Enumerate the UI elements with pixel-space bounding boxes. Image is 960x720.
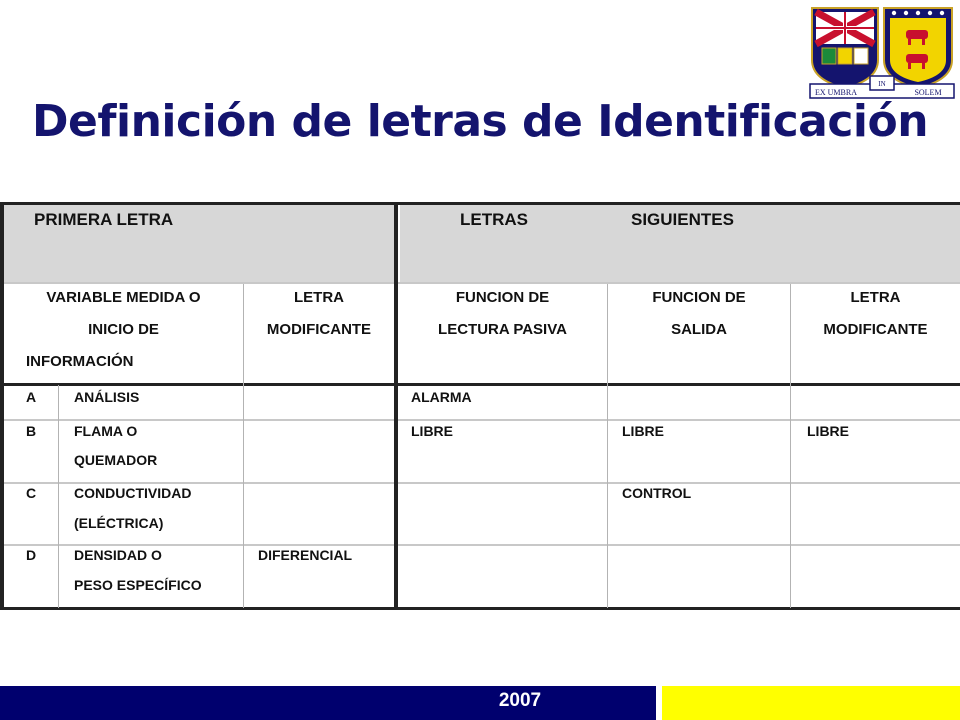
row-b-modifier2: LIBRE <box>807 423 849 439</box>
header-primera-letra: PRIMERA LETRA <box>34 210 174 229</box>
row-b-letter: B <box>26 423 37 439</box>
row-c-output: CONTROL <box>622 485 692 501</box>
header-letras: LETRAS <box>460 210 528 229</box>
column-header-divider <box>0 383 960 386</box>
table-top-border <box>0 202 960 205</box>
row-d-letter: D <box>26 547 37 563</box>
row-d-variable-2: PESO ESPECÍFICO <box>74 577 202 593</box>
header-siguientes: SIGUIENTES <box>631 210 734 229</box>
row-c-variable-1: CONDUCTIVIDAD <box>74 485 192 501</box>
row-b-variable-1: FLAMA O <box>74 423 138 439</box>
footer-bar-yellow <box>662 686 960 720</box>
col-divider-letter <box>58 385 59 608</box>
row-a-variable: ANÁLISIS <box>74 389 140 405</box>
row-b-passive: LIBRE <box>411 423 453 439</box>
motto-center: IN <box>878 80 886 88</box>
col-header-modifier: LETRA MODIFICANTE <box>266 289 372 338</box>
row-b-output: LIBRE <box>622 423 664 439</box>
row-a-passive: ALARMA <box>411 389 472 405</box>
slide-title: Definición de letras de Identificación <box>32 96 929 147</box>
row-d-variable-1: DENSIDAD O <box>74 547 162 563</box>
motto-left: EX UMBRA <box>814 88 858 97</box>
table-bottom-border <box>0 607 960 610</box>
motto-right: SOLEM <box>914 88 942 97</box>
row-c-letter: C <box>26 485 37 501</box>
footer-year: 2007 <box>498 690 542 711</box>
row-b-variable-2: QUEMADOR <box>74 452 158 468</box>
col-header-modifier2: LETRA MODIFICANTE <box>823 289 928 338</box>
university-crest-logo <box>808 4 956 100</box>
col-header-output: FUNCION DE SALIDA <box>652 289 746 338</box>
identification-letters-table <box>0 202 960 610</box>
row-a-letter: A <box>26 389 37 405</box>
col-header-variable: VARIABLE MEDIDA O INICIO DE INFORMACIÓN <box>26 289 201 370</box>
row-c-variable-2: (ELÉCTRICA) <box>74 515 164 531</box>
col-header-passive: FUNCION DE LECTURA PASIVA <box>438 289 567 338</box>
table-left-border <box>0 202 4 610</box>
table-center-divider <box>394 202 398 610</box>
row-d-modifier: DIFERENCIAL <box>258 547 353 563</box>
